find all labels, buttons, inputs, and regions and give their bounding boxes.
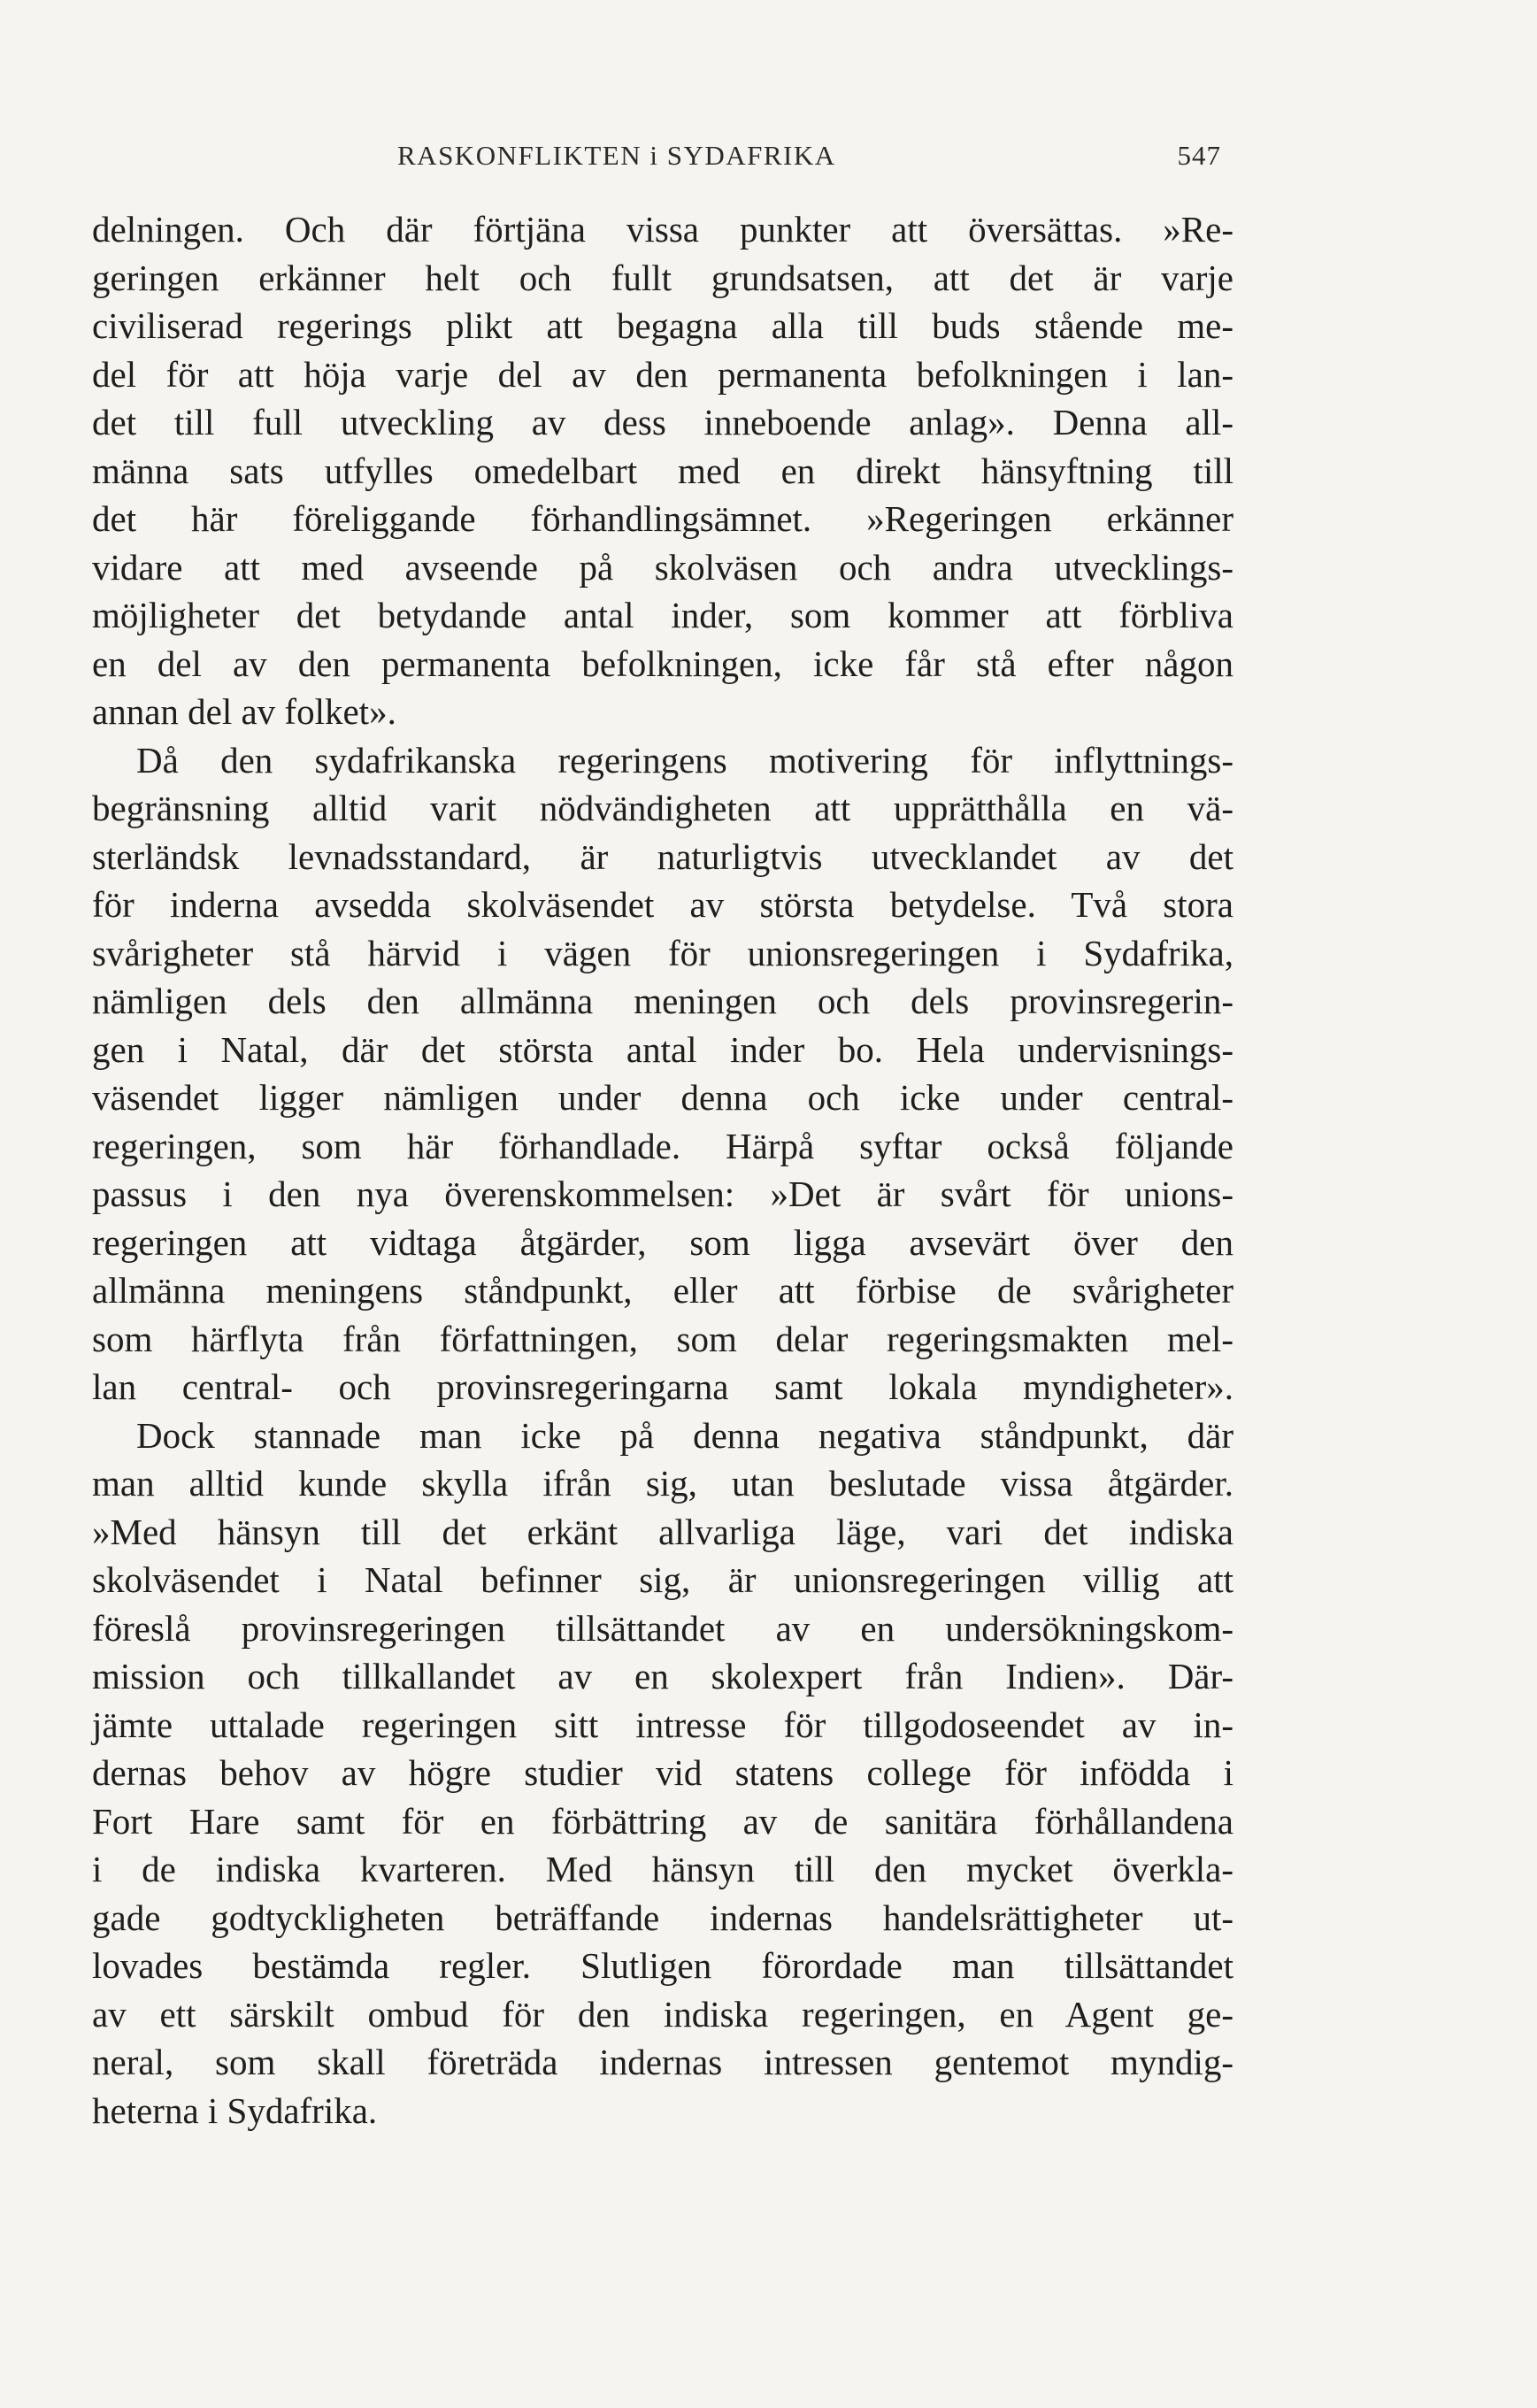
text-line: svårigheter stå härvid i vägen för unionsregeringen i Sydafrika, — [92, 932, 1233, 973]
text-line: Dock stannade man icke på denna negativa ståndpunkt, där — [136, 1414, 1233, 1456]
text-line: männa sats utfylles omedelbart med en direkt hänsyftning till — [92, 450, 1233, 491]
text-line: jämte uttalade regeringen sitt intresse för tillgodoseendet av in- — [92, 1704, 1233, 1745]
text-line: mission och tillkallandet av en skolexpert från Indien». Där- — [92, 1656, 1233, 1696]
text-line: föreslå provinsregeringen tillsättandet av en undersökningskom- — [92, 1607, 1233, 1649]
text-line: av ett särskilt ombud för den indiska regeringen, en Agent ge- — [92, 1993, 1233, 2035]
text-line: del för att höja varje del av den permanenta befolkningen i lan- — [92, 353, 1233, 395]
text-line: för inderna avsedda skolväsendet av största betydelse. Två stora — [92, 884, 1233, 925]
text-line: allmänna meningens ståndpunkt, eller att förbise de svårigheter — [92, 1270, 1233, 1311]
text-line: Fort Hare samt för en förbättring av de sanitära förhållandena — [92, 1800, 1233, 1842]
text-line: regeringen att vidtaga åtgärder, som ligga avsevärt över den — [92, 1221, 1233, 1263]
text-line: regeringen, som här förhandlade. Härpå syftar också följande — [92, 1125, 1233, 1166]
text-line: passus i den nya överenskommelsen: »Det är svårt för unions- — [92, 1173, 1233, 1214]
text-line: civiliserad regerings plikt att begagna alla till buds stående me- — [92, 305, 1233, 346]
text-line: lovades bestämda regler. Slutligen förordade man tillsättandet — [92, 1945, 1233, 1986]
text-line: geringen erkänner helt och fullt grundsatsen, att det är varje — [92, 257, 1233, 298]
text-line: i de indiska kvarteren. Med hänsyn till den mycket överkla- — [92, 1849, 1233, 1889]
text-line: lan central- och provinsregeringarna samt lokala myndigheter». — [92, 1366, 1233, 1407]
text-line: skolväsendet i Natal befinner sig, är unionsregeringen villig att — [92, 1559, 1233, 1600]
text-line: det till full utveckling av dess inneboende anlag». Denna all- — [92, 402, 1233, 442]
text-line: gade godtyckligheten beträffande indernas handelsrättigheter ut- — [92, 1896, 1233, 1938]
page-header — [92, 131, 1221, 184]
text-line: delningen. Och där förtjäna vissa punkter att översättas. »Re- — [92, 209, 1233, 250]
text-line: heterna i Sydafrika. — [92, 2089, 378, 2131]
text-line: sterländsk levnadsstandard, är naturligtvis utvecklandet av det — [92, 835, 1233, 877]
text-line: man alltid kunde skylla ifrån sig, utan beslutade vissa åtgärder. — [92, 1463, 1233, 1504]
text-line: annan del av folket». — [92, 691, 396, 732]
text-line: begränsning alltid varit nödvändigheten att upprätthålla en vä- — [92, 788, 1233, 828]
text-line: som härflyta från författningen, som delar regeringsmakten mel- — [92, 1318, 1233, 1359]
text-line: dernas behov av högre studier vid statens college för infödda i — [92, 1752, 1233, 1793]
page-number: 547 — [1177, 140, 1221, 171]
running-title: RASKONFLIKTEN i SYDAFRIKA — [397, 140, 836, 171]
text-line: Då den sydafrikanska regeringens motivering för inflyttnings- — [136, 739, 1233, 781]
text-line: en del av den permanenta befolkningen, icke får stå efter någon — [92, 642, 1233, 684]
text-line: »Med hänsyn till det erkänt allvarliga läge, vari det indiska — [92, 1511, 1233, 1552]
text-line: vidare att med avseende på skolväsen och andra utvecklings- — [92, 546, 1233, 588]
text-line: neral, som skall företräda indernas intressen gentemot myndig- — [92, 2042, 1233, 2082]
text-line: det här föreliggande förhandlingsämnet. »Regeringen erkänner — [92, 498, 1233, 539]
text-line: möjligheter det betydande antal inder, som kommer att förbliva — [92, 595, 1233, 635]
text-line: nämligen dels den allmänna meningen och dels provinsregerin- — [92, 981, 1233, 1021]
text-line: gen i Natal, där det största antal inder bo. Hela undervisnings- — [92, 1028, 1233, 1070]
text-line: väsendet ligger nämligen under denna och icke under central- — [92, 1077, 1233, 1118]
body-text — [92, 205, 1233, 2135]
